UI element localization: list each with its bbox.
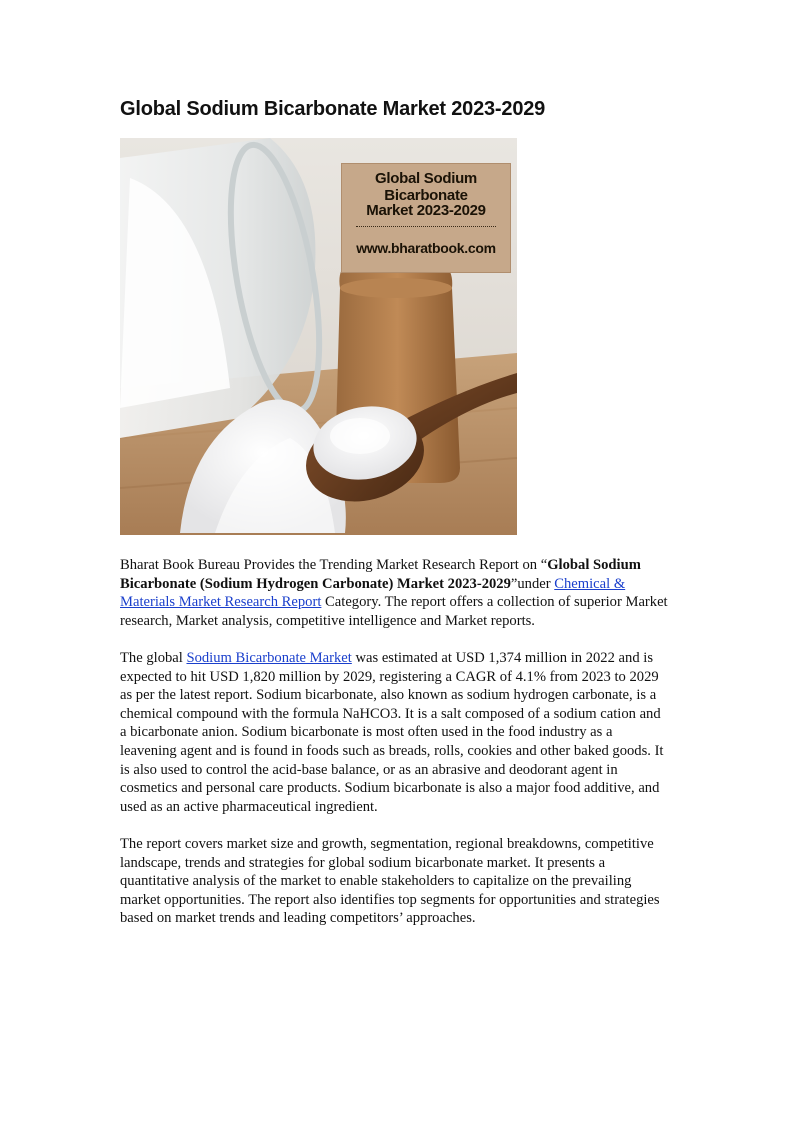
banner-divider bbox=[356, 226, 496, 227]
paragraph-coverage: The report covers market size and growth, segmentation, regional breakdowns, competitive landscape, trends and strategies for global sodium bicarbonate market. It presents a quantitative analysis of the market to enable stakeholders to capitalize on the prevailing market opportunities. The report also identifies top segments for opportunities and strategies based on market trends and leading competitors’ approaches. bbox=[120, 835, 660, 927]
market-tail: was estimated at USD 1,374 million in 2022 and is expected to hit USD 1,820 million by 2029, registering a CAGR of 4.1% from 2023 to 2029 as per the latest report. Sodium bicarbonate, also known as sodium hydrogen carbonate, is a chemical compound with the formula NaHCO3. It is a salt composed of a sodium cation and a bicarbonate anion. Sodium bicarbonate is most often used in the food industry as a leavening agent and is found in foods such as breads, rolls, cookies and other baked goods. It is also used to control the acid-base balance, or as an abrasive and deodorant agent in cosmetics and personal care products. Sodium bicarbonate is also a major food additive, and used as an active pharmaceutical ingredient. bbox=[120, 649, 664, 815]
intro-lead: Bharat Book Bureau Provides the Trending Market Research Report on “ bbox=[120, 557, 548, 573]
page-title: Global Sodium Bicarbonate Market 2023-2029 bbox=[120, 98, 546, 120]
report-name: Global Sodium Bicarbonate (Sodium Hydrogen Carbonate) Market 2023-2029 bbox=[120, 557, 641, 592]
intro-tail: Category. The report offers a collection of superior Market research, Market analysis, competitive intelligence and Market reports. bbox=[120, 594, 668, 629]
category-link[interactable]: Chemical & Materials Market Research Report bbox=[120, 575, 626, 611]
banner-line-2: Market 2023-2029 bbox=[366, 202, 486, 219]
hero-banner bbox=[341, 163, 511, 273]
banner-line-1: Global Sodium Bicarbonate bbox=[375, 170, 477, 204]
article-body bbox=[120, 556, 668, 946]
banner-website: www.bharatbook.com bbox=[356, 240, 496, 256]
intro-after-bold: ”under bbox=[510, 575, 555, 592]
market-lead: The global bbox=[120, 649, 187, 666]
paragraph-market bbox=[120, 649, 668, 816]
market-link[interactable]: Sodium Bicarbonate Market bbox=[186, 649, 352, 666]
paragraph-intro bbox=[120, 556, 668, 630]
